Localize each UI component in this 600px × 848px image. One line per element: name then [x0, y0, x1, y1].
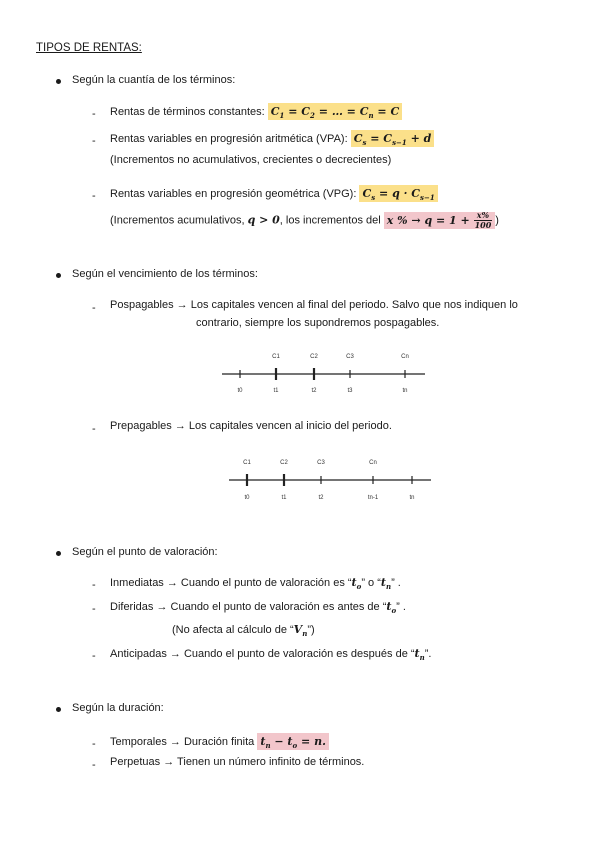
section-heading-valoracion: Según el punto de valoración: — [72, 546, 218, 558]
timeline-label-bottom: t3 — [347, 388, 353, 394]
note-diferidas: (No afecta al cálculo de “$V_n$”) — [172, 623, 315, 638]
item-temporales: Temporales → Duración finita $t_n - t_o = n$. — [110, 735, 329, 750]
timeline-label-top: C1 — [243, 460, 251, 466]
item-pospagables-line2: contrario, siempre los supondremos pospagables. — [196, 317, 440, 329]
dash: - — [92, 650, 96, 662]
item-constantes — [110, 105, 402, 120]
dash: - — [92, 423, 96, 435]
item-pospagables-line1: Pospagables → Los capitales vencen al final del periodo. Salvo que nos indiquen lo — [110, 299, 518, 311]
timeline-label-bottom: tn — [409, 495, 415, 501]
timeline-label-top: Cn — [401, 354, 409, 360]
bullet-dot — [56, 551, 61, 556]
item-label: Rentas variables en progresión geométrica (VPG): — [110, 188, 360, 200]
section-heading-vencimiento: Según el vencimiento de los términos: — [72, 268, 258, 280]
dash: - — [92, 738, 96, 750]
dash: - — [92, 759, 96, 771]
formula-constantes: $C_1 = C_2$ = … = $C_n = C$ — [268, 103, 402, 120]
dash: - — [92, 190, 96, 202]
section-heading-cuantia: Según la cuantía de los términos: — [72, 74, 236, 86]
bullet-dot — [56, 79, 61, 84]
timeline-label-bottom: t0 — [237, 388, 243, 394]
item-vpg — [110, 187, 438, 202]
timeline-label-top: C3 — [317, 460, 325, 466]
timeline-label-bottom: t1 — [273, 388, 279, 394]
item-label: Rentas de términos constantes: — [110, 106, 268, 118]
note-vpa: (Incrementos no acumulativos, crecientes o decrecientes) — [110, 154, 392, 166]
timeline-label-bottom: tn — [402, 388, 408, 394]
note-vpg: (Incrementos acumulativos, q > 0, los incrementos del x % → q = 1 + $\frac{x\%}{100}$ ) — [110, 210, 499, 230]
dash: - — [92, 108, 96, 120]
timeline-label-bottom: tn-1 — [367, 495, 379, 501]
timeline-prepagables — [215, 451, 440, 503]
page-title: TIPOS DE RENTAS: — [36, 42, 142, 54]
timeline-label-top: C2 — [280, 460, 288, 466]
bullet-dot — [56, 707, 61, 712]
dash: - — [92, 135, 96, 147]
timeline-label-bottom: t1 — [281, 495, 287, 501]
timeline-pospagables — [210, 345, 430, 395]
item-prepagables: Prepagables → Los capitales vencen al inicio del periodo. — [110, 420, 392, 432]
dash: - — [92, 579, 96, 591]
formula-vpg: $C_s = q \cdot C_{s-1}$ — [359, 185, 437, 202]
timeline-label-bottom: t0 — [244, 495, 250, 501]
item-vpa — [110, 132, 434, 147]
timeline-label-bottom: t2 — [311, 388, 317, 394]
item-perpetuas: Perpetuas → Tienen un número infinito de términos. — [110, 756, 365, 768]
item-diferidas: Diferidas → Cuando el punto de valoración es antes de “$t_o$” . — [110, 600, 406, 615]
formula-increment: x % → q = 1 + $\frac{x\%}{100}$ — [384, 212, 496, 229]
timeline-label-bottom: t2 — [318, 495, 324, 501]
section-heading-duracion: Según la duración: — [72, 702, 164, 714]
formula-q: q > 0 — [247, 213, 280, 227]
formula-duracion: $t_n - t_o = n$. — [257, 733, 329, 750]
timeline-label-top: C1 — [272, 354, 280, 360]
formula-vpa: $C_s = C_{s-1} + d$ — [351, 130, 435, 147]
timeline-label-top: Cn — [369, 460, 377, 466]
dash: - — [92, 302, 96, 314]
bullet-dot — [56, 273, 61, 278]
item-label: Rentas variables en progresión aritmética (VPA): — [110, 133, 351, 145]
timeline-label-top: C3 — [346, 354, 354, 360]
timeline-label-top: C2 — [310, 354, 318, 360]
dash: - — [92, 603, 96, 615]
item-anticipadas: Anticipadas → Cuando el punto de valoración es después de “$t_n$”. — [110, 647, 432, 662]
item-inmediatas: Inmediatas → Cuando el punto de valoración es “$t_o$” o “$t_n$” . — [110, 576, 401, 591]
